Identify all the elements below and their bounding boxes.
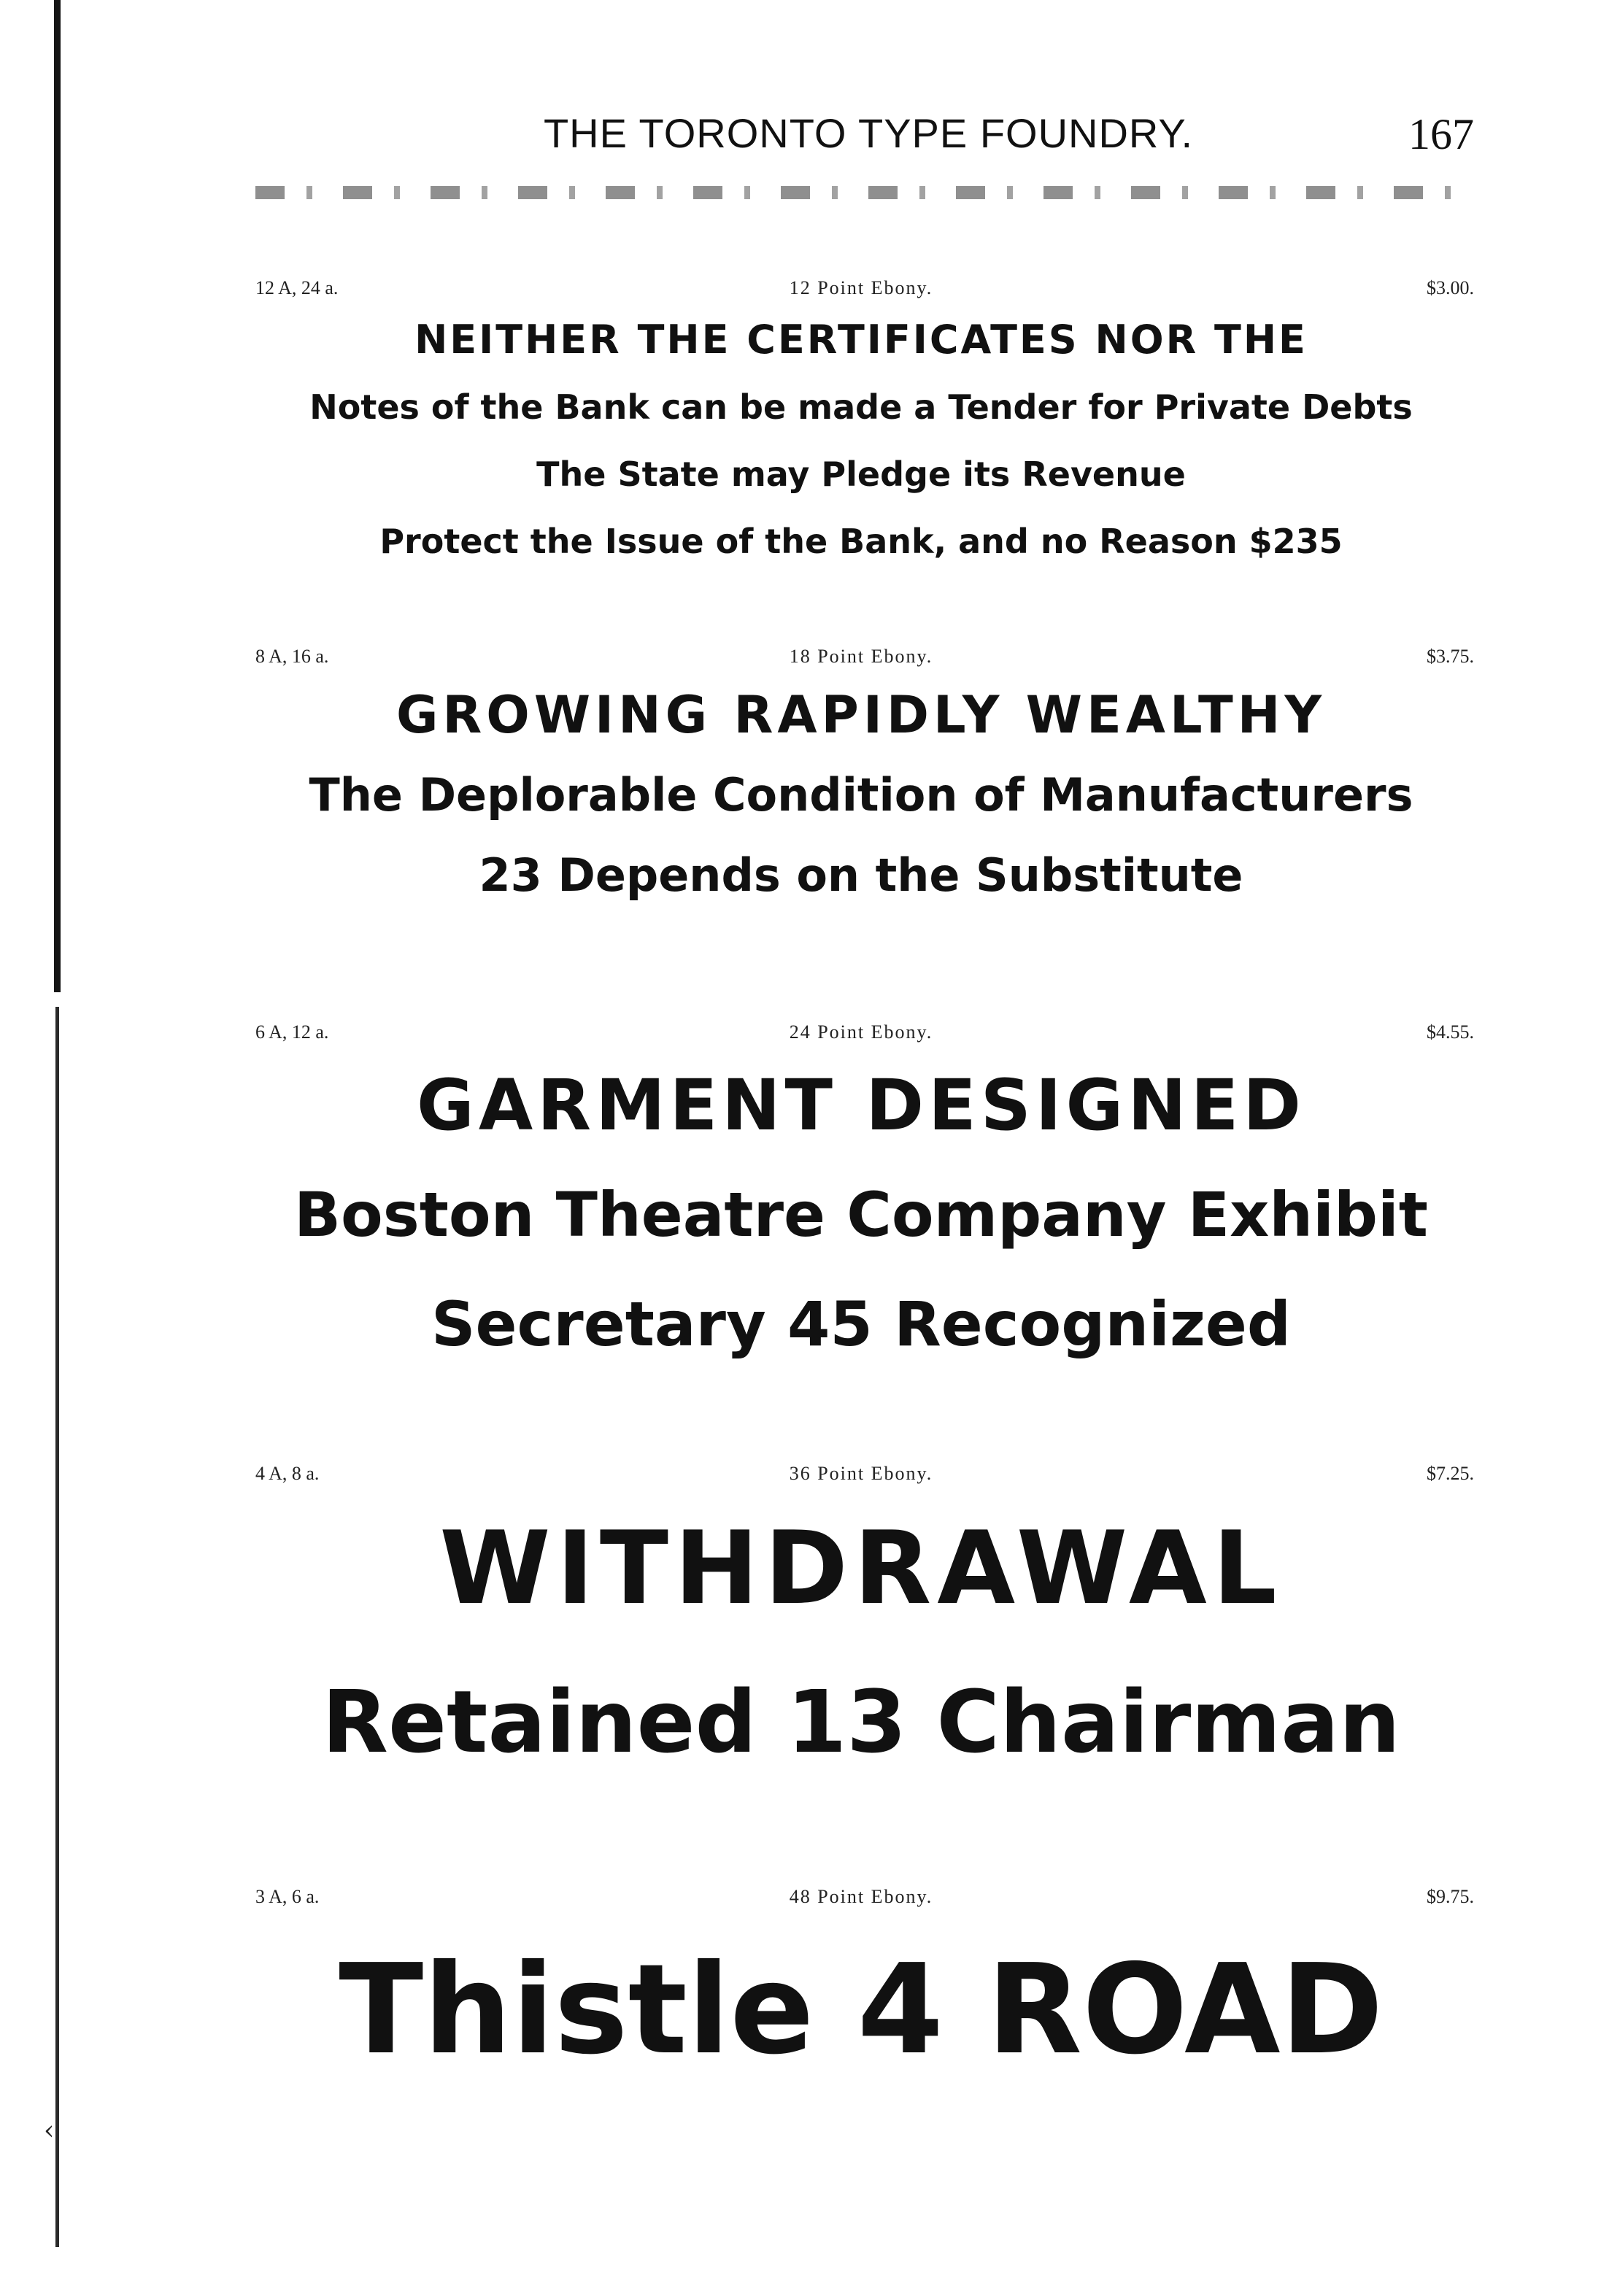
specimen-line: NEITHER THE CERTIFICATES NOR THE <box>414 317 1308 363</box>
font-price: $9.75. <box>1427 1886 1474 1907</box>
specimen-48-point <box>248 1886 1474 2105</box>
font-price: $3.75. <box>1427 646 1474 667</box>
left-margin-rule-lower <box>55 1007 59 2247</box>
page-number: 167 <box>1408 110 1474 158</box>
specimen-line: GARMENT DESIGNED <box>417 1064 1305 1146</box>
specimen-meta <box>248 1021 1474 1051</box>
specimen-meta <box>248 646 1474 675</box>
font-price: $4.55. <box>1427 1021 1474 1043</box>
running-head-title: THE TORONTO TYPE FOUNDRY. <box>543 110 1194 156</box>
specimen-line: GROWING RAPIDLY WEALTHY <box>396 685 1327 745</box>
specimen-12-point <box>248 277 1474 575</box>
font-count: 6 A, 12 a. <box>255 1021 329 1043</box>
font-count: 12 A, 24 a. <box>255 277 339 298</box>
font-name: 48 Point Ebony. <box>789 1886 933 1907</box>
specimen-line: Secretary 45 Recognized <box>431 1288 1291 1360</box>
font-name: 36 Point Ebony. <box>789 1463 933 1484</box>
font-count: 4 A, 8 a. <box>255 1463 320 1484</box>
specimen-line: The Deplorable Condition of Manufacturers <box>309 768 1413 822</box>
specimen-meta <box>248 1886 1474 1915</box>
specimen-line: Protect the Issue of the Bank, and no Reason $235 <box>379 522 1343 561</box>
specimen-36-point <box>248 1463 1474 1798</box>
specimen-line: Thistle 4 ROAD <box>339 1938 1384 2082</box>
specimen-line: The State may Pledge its Revenue <box>536 455 1186 494</box>
specimen-line: 23 Depends on the Substitute <box>479 849 1243 902</box>
running-head <box>0 109 1601 168</box>
specimen-24-point <box>248 1021 1474 1379</box>
specimen-18-point <box>248 646 1474 916</box>
margin-speck-mark: ‹ <box>44 2116 55 2146</box>
font-name: 18 Point Ebony. <box>789 646 933 667</box>
header-ornamental-rule <box>255 186 1467 199</box>
font-price: $3.00. <box>1427 277 1474 298</box>
specimen-meta <box>248 277 1474 306</box>
font-name: 12 Point Ebony. <box>789 277 933 298</box>
font-count: 8 A, 16 a. <box>255 646 329 667</box>
specimen-line: Boston Theatre Company Exhibit <box>294 1179 1428 1251</box>
specimen-line: WITHDRAWAL <box>439 1510 1283 1627</box>
font-count: 3 A, 6 a. <box>255 1886 320 1907</box>
specimen-line: Notes of the Bank can be made a Tender for Private Debts <box>309 387 1413 427</box>
font-price: $7.25. <box>1427 1463 1474 1484</box>
specimen-meta <box>248 1463 1474 1492</box>
specimen-line: Retained 13 Chairman <box>322 1671 1400 1772</box>
font-name: 24 Point Ebony. <box>789 1021 933 1043</box>
